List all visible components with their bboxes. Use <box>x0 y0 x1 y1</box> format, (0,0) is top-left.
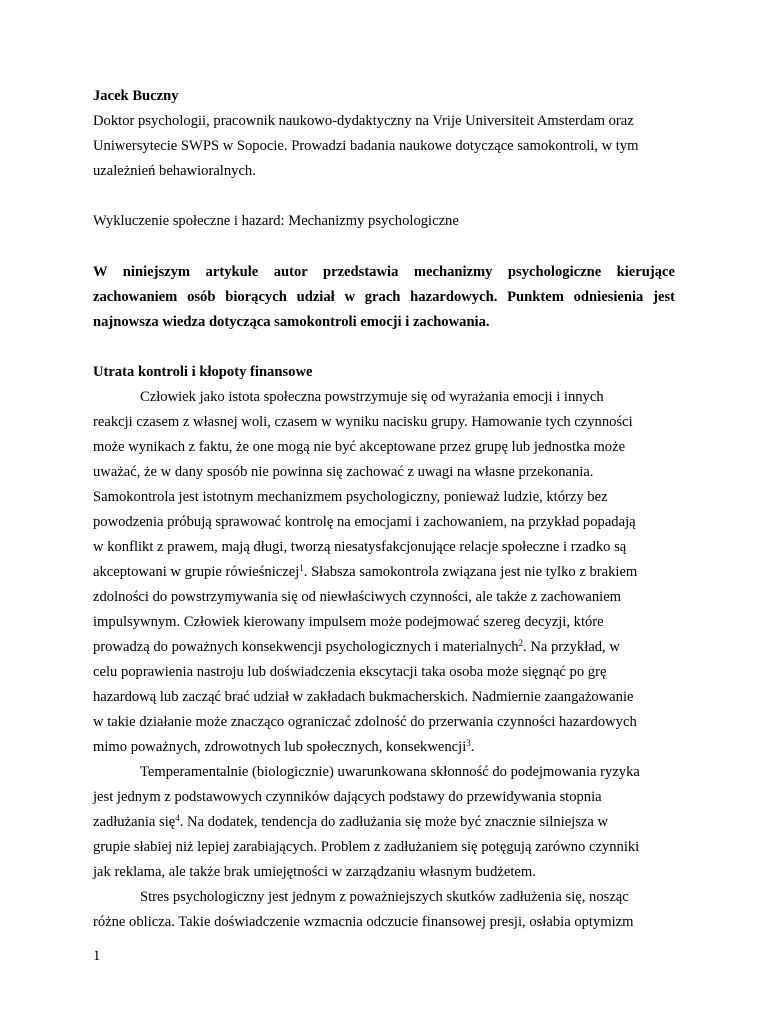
body-line: Stres psychologiczny jest jednym z poważniejszych skutków zadłużenia się, nosząc <box>140 889 629 905</box>
body-line: grupie słabiej niż lepiej zarabiających. Problem z zadłużaniem się potęgują zarówno czynniki <box>93 839 640 855</box>
body-text: . Na dodatek, tendencja do zadłużania się może być znacznie silniejsza w <box>179 814 609 830</box>
footnote-ref: 3 <box>466 738 471 748</box>
body-text: prowadzą do poważnych konsekwencji psychologicznych i materialnych <box>93 639 519 655</box>
body-line: zdolności do powstrzymywania się od niewłaściwych czynności, ale także z zachowaniem <box>93 589 622 605</box>
body-line: uważać, że w dany sposób nie powinna się zachować z uwagi na własne przekonania. <box>93 464 594 480</box>
author-name: Jacek Buczny <box>93 88 179 104</box>
body-line: w konflikt z prawem, mają długi, tworzą niesatysfakcjonujące relacje społeczne i rzadko są <box>93 539 627 555</box>
body-line: w takie działanie może znacząco ograniczać zdolność do przerwania czynności hazardowych <box>93 714 637 730</box>
body-line: Człowiek jako istota społeczna powstrzymuje się od wyrażania emocji i innych <box>140 389 604 405</box>
body-line: hazardową lub zacząć brać udział w zakładach bukmacherskich. Nadmiernie zaangażowanie <box>93 689 634 705</box>
abstract-line: zachowaniem osób biorących udział w grach hazardowych. Punktem odniesienia jest <box>93 289 675 305</box>
author-bio-line: Uniwersytecie SWPS w Sopocie. Prowadzi badania naukowe dotyczące samokontroli, w tym <box>93 138 639 154</box>
body-line <box>93 637 675 657</box>
body-text: . Słabsza samokontrola związana jest nie tylko z brakiem <box>303 564 638 580</box>
footnote-ref: 2 <box>518 638 524 648</box>
footnote-ref: 1 <box>299 563 304 573</box>
body-line <box>93 812 675 832</box>
body-text: . Na przykład, w <box>523 639 620 655</box>
body-line: celu poprawienia nastroju lub doświadczenia ekscytacji taka osoba może sięgnąć po grę <box>93 664 607 680</box>
body-line <box>93 737 675 757</box>
body-line <box>93 562 675 582</box>
abstract-line: najnowsza wiedza dotycząca samokontroli emocji i zachowania. <box>93 314 490 330</box>
abstract-line: W niniejszym artykule autor przedstawia mechanizmy psychologiczne kierujące <box>93 264 675 280</box>
body-text: akceptowani w grupie rówieśniczej <box>93 564 300 580</box>
body-text: mimo poważnych, zdrowotnych lub społecznych, konsekwencji <box>93 739 467 755</box>
section-heading: Utrata kontroli i kłopoty finansowe <box>93 364 313 380</box>
body-line: Samokontrola jest istotnym mechanizmem psychologiczny, ponieważ ludzie, którzy bez <box>93 489 608 505</box>
body-line: może wynikach z faktu, że one mogą nie być akceptowane przez grupę lub jednostka może <box>93 439 626 455</box>
body-line: różne oblicza. Takie doświadczenie wzmacnia odczucie finansowej presji, osłabia optymizm <box>93 914 634 930</box>
page-number: 1 <box>93 948 101 964</box>
body-line: powodzenia próbują sprawować kontrolę na emocjami i zachowaniem, na przykład popadają <box>93 514 636 530</box>
author-bio-line: uzależnień behawioralnych. <box>93 163 256 179</box>
body-text: . <box>470 739 475 755</box>
footnote-ref: 4 <box>175 813 180 823</box>
body-line: jest jednym z podstawowych czynników dających podstawy do przewidywania stopnia <box>93 789 602 805</box>
body-text: zadłużania się <box>93 814 176 830</box>
body-line: impulsywnym. Człowiek kierowany impulsem może podejmować szereg decyzji, które <box>93 614 604 630</box>
article-title: Wykluczenie społeczne i hazard: Mechanizmy psychologiczne <box>93 213 459 229</box>
body-line: Temperamentalnie (biologicznie) uwarunkowana skłonność do podejmowania ryzyka <box>140 764 640 780</box>
body-line: jak reklama, ale także brak umiejętności w zarządzaniu własnym budżetem. <box>93 864 536 880</box>
author-bio-line: Doktor psychologii, pracownik naukowo-dydaktyczny na Vrije Universiteit Amsterdam oraz <box>93 113 634 129</box>
body-line: reakcji czasem z własnej woli, czasem w wyniku nacisku grupy. Hamowanie tych czynności <box>93 414 633 430</box>
